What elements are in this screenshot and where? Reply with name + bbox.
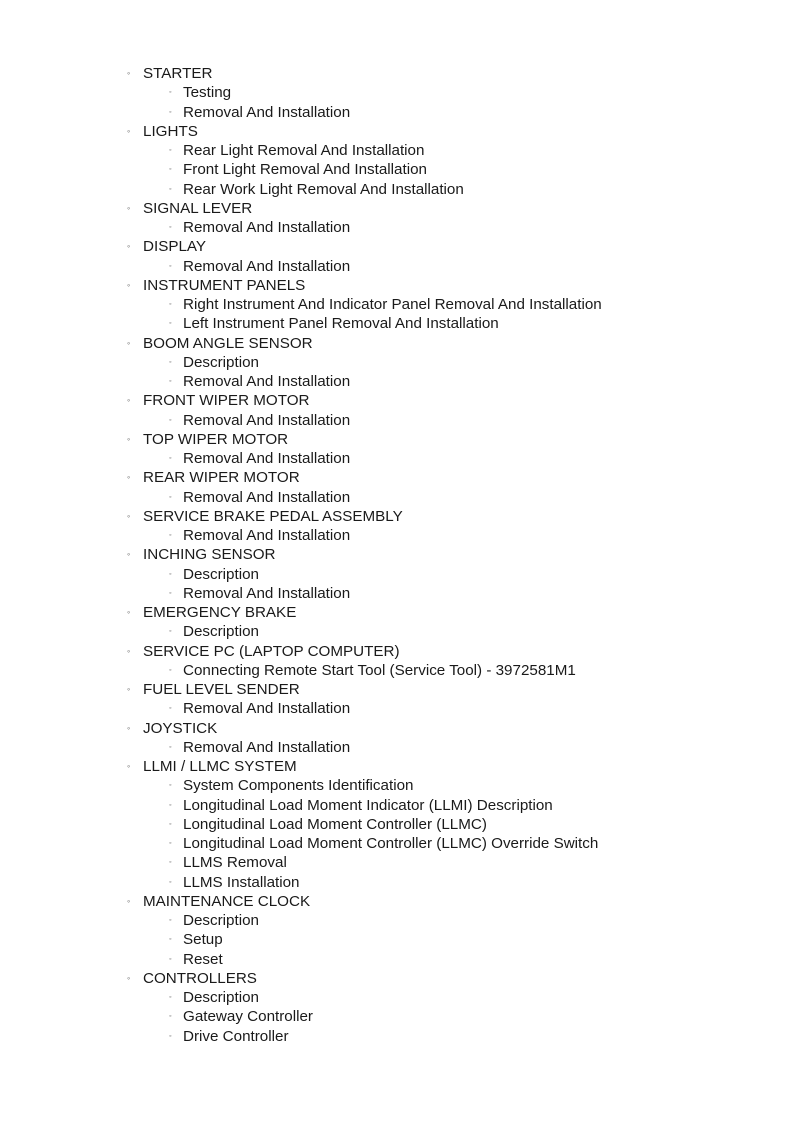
toc-subsection-title: Removal And Installation — [183, 488, 351, 506]
toc-subsection-item — [0, 661, 794, 680]
toc-section-title: TOP WIPER MOTOR — [143, 430, 289, 448]
toc-subsection-item — [0, 257, 794, 276]
small-hollow-bullet-icon: ◦ — [169, 705, 172, 713]
toc-subsection-title: Rear Work Light Removal And Installation — [183, 180, 464, 198]
toc-subsection-item — [0, 218, 794, 237]
toc-subsection-item — [0, 565, 794, 584]
toc-section-title: INCHING SENSOR — [143, 546, 276, 564]
hollow-bullet-icon: ◦ — [127, 645, 131, 656]
toc-subsection-item — [0, 776, 794, 795]
toc-section-heading — [0, 334, 794, 353]
toc-section-title: FRONT WIPER MOTOR — [143, 392, 310, 410]
toc-subsection-item — [0, 295, 794, 314]
toc-subsection-title: LLMS Removal — [183, 854, 287, 872]
small-hollow-bullet-icon: ◦ — [169, 955, 172, 963]
toc-subsection-item — [0, 584, 794, 603]
toc-subsection-item — [0, 449, 794, 468]
toc-section-title: LIGHTS — [143, 122, 198, 140]
toc-section-title: BOOM ANGLE SENSOR — [143, 334, 313, 352]
toc-section-title: CONTROLLERS — [143, 969, 257, 987]
small-hollow-bullet-icon: ◦ — [169, 994, 172, 1001]
toc-subsection-item — [0, 622, 794, 641]
toc-section-title: JOYSTICK — [143, 719, 218, 737]
small-hollow-bullet-icon: ◦ — [169, 1013, 172, 1021]
toc-subsection-item — [0, 83, 794, 102]
toc-section-title: STARTER — [143, 65, 213, 82]
hollow-bullet-icon: ◦ — [127, 125, 131, 136]
toc-section-title: MAINTENANCE CLOCK — [143, 892, 311, 910]
hollow-bullet-icon: ◦ — [127, 202, 131, 213]
small-hollow-bullet-icon: ◦ — [169, 108, 172, 116]
hollow-bullet-icon: ◦ — [127, 337, 131, 348]
small-hollow-bullet-icon: ◦ — [169, 666, 172, 674]
small-hollow-bullet-icon: ◦ — [169, 820, 172, 828]
hollow-bullet-icon: ◦ — [127, 510, 131, 521]
toc-subsection-item — [0, 411, 794, 430]
small-hollow-bullet-icon: ◦ — [169, 493, 172, 501]
toc-section-heading — [0, 64, 794, 83]
toc-section-heading — [0, 680, 794, 699]
hollow-bullet-icon: ◦ — [127, 279, 131, 290]
toc-subsection-title: Drive Controller — [183, 1027, 289, 1045]
toc-subsection-title: Description — [183, 623, 259, 641]
toc-subsection-title: Removal And Installation — [183, 103, 351, 121]
toc-subsection-item — [0, 853, 794, 872]
toc-section-title: LLMI / LLMC SYSTEM — [143, 758, 297, 775]
toc-subsection-item — [0, 314, 794, 333]
toc-section-heading — [0, 430, 794, 449]
toc-subsection-title: Right Instrument And Indicator Panel Removal And Installation — [183, 296, 602, 313]
small-hollow-bullet-icon: ◦ — [169, 378, 172, 385]
small-hollow-bullet-icon: ◦ — [169, 801, 172, 809]
toc-section-heading — [0, 199, 794, 218]
toc-subsection-title: Front Light Removal And Installation — [183, 161, 427, 179]
toc-subsection-item — [0, 488, 794, 507]
toc-subsection-item — [0, 911, 794, 930]
toc-section-title: SERVICE PC (LAPTOP COMPUTER) — [143, 642, 400, 660]
toc-subsection-title: Description — [183, 353, 259, 371]
small-hollow-bullet-icon: ◦ — [169, 89, 172, 97]
small-hollow-bullet-icon: ◦ — [169, 532, 172, 539]
toc-subsection-item — [0, 180, 794, 199]
toc-section-heading — [0, 507, 794, 526]
small-hollow-bullet-icon: ◦ — [169, 320, 172, 328]
hollow-bullet-icon: ◦ — [127, 241, 131, 252]
toc-subsection-item — [0, 738, 794, 757]
toc-subsection-item — [0, 1007, 794, 1026]
hollow-bullet-icon: ◦ — [127, 68, 131, 78]
toc-section-heading — [0, 757, 794, 776]
toc-subsection-title: Description — [183, 989, 259, 1006]
toc-subsection-title: Description — [183, 912, 259, 929]
small-hollow-bullet-icon: ◦ — [169, 1032, 172, 1040]
toc-subsection-title: Removal And Installation — [183, 700, 351, 718]
toc-subsection-title: Longitudinal Load Moment Controller (LLMC) — [183, 815, 487, 833]
toc-section-title: INSTRUMENT PANELS — [143, 276, 306, 294]
toc-subsection-title: Removal And Installation — [183, 450, 351, 467]
hollow-bullet-icon: ◦ — [127, 722, 131, 733]
toc-subsection-title: Removal And Installation — [183, 527, 351, 544]
toc-subsection-title: LLMS Installation — [183, 873, 300, 891]
toc-section-heading — [0, 719, 794, 738]
toc-subsection-title: Reset — [183, 950, 223, 968]
toc-subsection-item — [0, 950, 794, 969]
toc-subsection-item — [0, 834, 794, 853]
toc-section-heading — [0, 892, 794, 911]
hollow-bullet-icon: ◦ — [127, 684, 131, 694]
toc-section-title: EMERGENCY BRAKE — [143, 604, 297, 621]
small-hollow-bullet-icon: ◦ — [169, 166, 172, 174]
toc-subsection-item — [0, 160, 794, 179]
toc-section-heading — [0, 468, 794, 487]
toc-subsection-title: Left Instrument Panel Removal And Installation — [183, 315, 499, 333]
small-hollow-bullet-icon: ◦ — [169, 840, 172, 847]
hollow-bullet-icon: ◦ — [127, 433, 131, 444]
toc-subsection-title: Removal And Installation — [183, 373, 351, 390]
toc-section-title: DISPLAY — [143, 238, 207, 256]
small-hollow-bullet-icon: ◦ — [169, 416, 172, 424]
small-hollow-bullet-icon: ◦ — [169, 859, 172, 867]
toc-subsection-title: Testing — [183, 84, 232, 102]
toc-subsection-item — [0, 526, 794, 545]
small-hollow-bullet-icon: ◦ — [169, 917, 172, 924]
hollow-bullet-icon: ◦ — [127, 395, 131, 406]
toc-subsection-item — [0, 141, 794, 160]
toc-section-heading — [0, 391, 794, 410]
hollow-bullet-icon: ◦ — [127, 895, 131, 906]
toc-subsection-item — [0, 930, 794, 949]
small-hollow-bullet-icon: ◦ — [169, 589, 172, 597]
toc-subsection-title: Description — [183, 565, 259, 583]
toc-section-heading — [0, 276, 794, 295]
toc-subsection-item — [0, 103, 794, 122]
hollow-bullet-icon: ◦ — [127, 607, 131, 617]
small-hollow-bullet-icon: ◦ — [169, 570, 172, 578]
toc-subsection-title: Gateway Controller — [183, 1008, 313, 1026]
toc-section-title: SERVICE BRAKE PEDAL ASSEMBLY — [143, 507, 403, 525]
small-hollow-bullet-icon: ◦ — [169, 782, 172, 790]
toc-section-heading — [0, 969, 794, 988]
toc-subsection-title: Removal And Installation — [183, 584, 351, 602]
toc-subsection-item — [0, 815, 794, 834]
toc-subsection-title: Removal And Installation — [183, 219, 351, 236]
table-of-contents — [0, 64, 794, 1046]
small-hollow-bullet-icon: ◦ — [169, 455, 172, 462]
toc-section-heading — [0, 237, 794, 256]
toc-subsection-title: Rear Light Removal And Installation — [183, 142, 425, 159]
toc-subsection-item — [0, 372, 794, 391]
toc-subsection-title: Connecting Remote Start Tool (Service Tool) - 3972581M1 — [183, 661, 576, 679]
toc-subsection-item — [0, 873, 794, 892]
small-hollow-bullet-icon: ◦ — [169, 185, 172, 193]
toc-subsection-item — [0, 1027, 794, 1046]
toc-section-title: REAR WIPER MOTOR — [143, 469, 300, 487]
toc-subsection-item — [0, 988, 794, 1007]
small-hollow-bullet-icon: ◦ — [169, 628, 172, 636]
small-hollow-bullet-icon: ◦ — [169, 936, 172, 944]
toc-section-heading — [0, 545, 794, 564]
small-hollow-bullet-icon: ◦ — [169, 301, 172, 308]
toc-subsection-item — [0, 699, 794, 718]
small-hollow-bullet-icon: ◦ — [169, 743, 172, 751]
toc-section-heading — [0, 603, 794, 622]
toc-subsection-title: Removal And Installation — [183, 738, 351, 756]
toc-section-heading — [0, 122, 794, 141]
small-hollow-bullet-icon: ◦ — [169, 262, 172, 270]
hollow-bullet-icon: ◦ — [127, 761, 131, 771]
toc-subsection-item — [0, 796, 794, 815]
hollow-bullet-icon: ◦ — [127, 472, 131, 483]
toc-subsection-title: Longitudinal Load Moment Indicator (LLMI) Description — [183, 796, 553, 814]
toc-subsection-title: System Components Identification — [183, 777, 414, 795]
toc-subsection-item — [0, 353, 794, 372]
toc-section-heading — [0, 642, 794, 661]
small-hollow-bullet-icon: ◦ — [169, 878, 172, 886]
toc-section-title: FUEL LEVEL SENDER — [143, 681, 300, 698]
small-hollow-bullet-icon: ◦ — [169, 224, 172, 231]
toc-subsection-title: Removal And Installation — [183, 257, 351, 275]
toc-subsection-title: Longitudinal Load Moment Controller (LLMC) Override Switch — [183, 835, 599, 852]
small-hollow-bullet-icon: ◦ — [169, 147, 172, 154]
toc-subsection-title: Setup — [183, 931, 223, 949]
hollow-bullet-icon: ◦ — [127, 972, 131, 983]
toc-subsection-title: Removal And Installation — [183, 411, 351, 429]
toc-section-title: SIGNAL LEVER — [143, 199, 253, 217]
small-hollow-bullet-icon: ◦ — [169, 358, 172, 366]
hollow-bullet-icon: ◦ — [127, 549, 131, 560]
